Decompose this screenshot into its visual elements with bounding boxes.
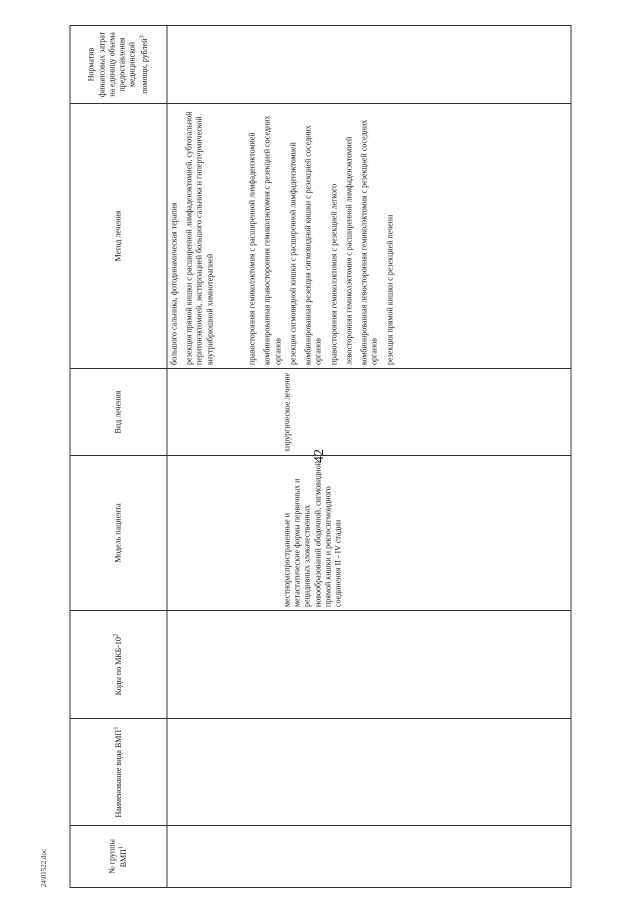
treatment-table xyxy=(70,25,572,888)
method-item: комбинированная правосторонняя гемиколэктомия с резекцией соседних органов xyxy=(262,115,283,365)
header-vmp-name: Наименование вида ВМП$^1$ xyxy=(70,719,167,826)
method-item: резекция сигмовидной кишки с расширенной лимфаденэктомией xyxy=(288,142,298,365)
rotated-table-container xyxy=(70,26,571,888)
method-item: резекция прямой кишки с резекцией печени xyxy=(385,214,395,365)
cell-vmp-name xyxy=(167,719,571,826)
method-item: правосторонняя гемиколэктомия с резекцией легкого xyxy=(329,183,339,365)
header-treatment-method: Метод лечения xyxy=(70,104,167,369)
method-item: левосторонняя гемиколэктомия с расширенной лимфаденэктомией xyxy=(344,136,354,365)
method-item: правосторонняя гемиколэктомия с расширенной лимфаденэктомией xyxy=(247,132,257,365)
method-item: комбинированная левосторонняя гемиколэктомия с резекцией соседних органов xyxy=(359,119,379,365)
table-row xyxy=(167,26,571,888)
header-cost-norm: Норматив финансовых затрат на единицу объема предоставления медицинской помощи, рублей$^3$ xyxy=(70,26,167,104)
table-header-row xyxy=(70,26,167,888)
footer-file-code: 24\01522.doc xyxy=(40,848,48,888)
header-group-no: № группы ВМП$^1$ xyxy=(70,826,167,888)
cell-treatment-method xyxy=(167,104,571,369)
cell-patient-model xyxy=(167,456,571,611)
header-treatment-type: Вид лечения xyxy=(70,369,167,456)
patient-model-text: местнораспространенные и метастатические формы первичных и рецидивных злокачественных новообразований ободочной, сигмовидной, прямой кишки и ректосигмоидного соединения II - IV стадии xyxy=(282,459,343,607)
cell-icd-codes xyxy=(167,611,571,719)
method-item: резекция прямой кишки с расширенной лимфаденэктомией, субтотальной перитонэктомией, экстирпацией большого сальника и гипертермической внутрибрюшной химиотерапией xyxy=(184,111,215,365)
cell-treatment-type xyxy=(167,369,571,456)
cell-cost-norm xyxy=(167,26,571,104)
page-number: 42 xyxy=(312,449,327,463)
method-item: большого сальника, фотодинамическая терапия xyxy=(169,202,179,365)
header-icd-codes: Коды по МКБ-$10^2$ xyxy=(70,611,167,719)
method-item: комбинированная резекция сигмовидной кишки с резекцией соседних органов xyxy=(303,125,323,365)
header-patient-model: Модель пациента xyxy=(70,456,167,611)
treatment-type-text: хирургическое лечение xyxy=(282,372,292,452)
cell-group-no xyxy=(167,826,571,888)
